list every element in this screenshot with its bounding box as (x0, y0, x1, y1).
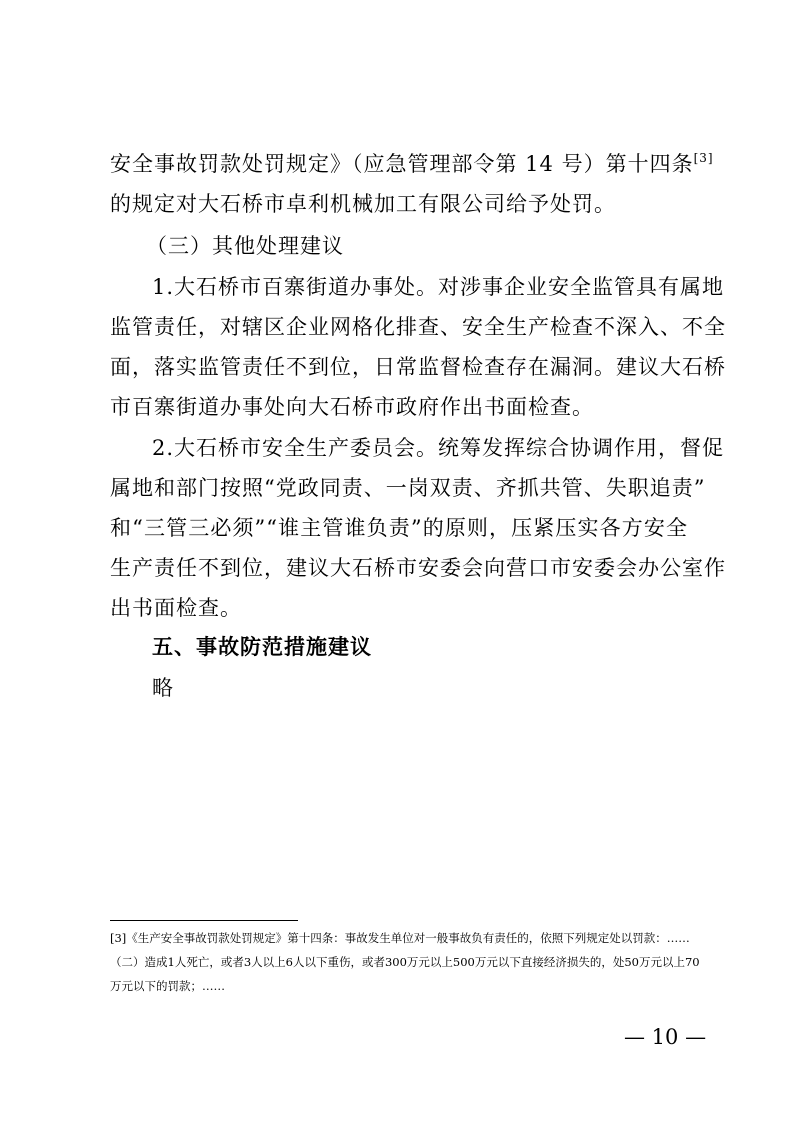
footnote-line: （二）造成1人死亡，或者3人以上6人以下重伤，或者300万元以上500万元以下直接经济损失的，处50万元以上70 (110, 955, 700, 969)
section-heading-3: （三）其他处理建议 (146, 234, 344, 258)
paragraph-line: 生产责任不到位，建议大石桥市安委会向营口市安委会办公室作 (110, 556, 726, 580)
paragraph-line: 面，落实监管责任不到位，日常监督检查存在漏洞。建议大石桥 (110, 355, 726, 379)
paragraph-line: 2.大石桥市安全生产委员会。统筹发挥综合协调作用，督促 (152, 436, 725, 460)
footnote-divider (110, 920, 298, 921)
page-number: — 10 — (624, 1025, 707, 1049)
paragraph-line: 出书面检查。 (110, 596, 242, 620)
paragraph-line: 监管责任，对辖区企业网格化排查、安全生产检查不深入、不全 (110, 315, 726, 339)
paragraph-line: 和“三管三必须”“谁主管谁负责”的原则，压紧压实各方安全 (110, 516, 688, 540)
footnote-reference[interactable]: [3] (693, 151, 714, 165)
suggestion-item-1 (110, 267, 726, 427)
paragraph-continuation (110, 144, 714, 224)
paragraph-line: 属地和部门按照“党政同责、一岗双责、齐抓共管、失职追责” (110, 476, 706, 500)
footnote-line: 万元以下的罚款；…… (110, 979, 225, 993)
footnote-line: [3]《生产安全事故罚款处罚规定》第十四条：事故发生单位对一般事故负有责任的，依照下列规定处以罚款：…… (110, 931, 690, 945)
section-5-body: 略 (152, 676, 174, 700)
suggestion-item-2 (110, 428, 726, 628)
footnote (110, 926, 700, 998)
section-heading-5: 五、事故防范措施建议 (152, 635, 372, 659)
paragraph-line: 的规定对大石桥市卓利机械加工有限公司给予处罚。 (110, 192, 616, 216)
paragraph-line: 安全事故罚款处罚规定》（应急管理部令第 14 号）第十四条[3] (110, 151, 714, 176)
paragraph-line: 市百寨街道办事处向大石桥市政府作出书面检查。 (110, 395, 594, 419)
paragraph-line: 1.大石桥市百寨街道办事处。对涉事企业安全监管具有属地 (152, 275, 725, 299)
